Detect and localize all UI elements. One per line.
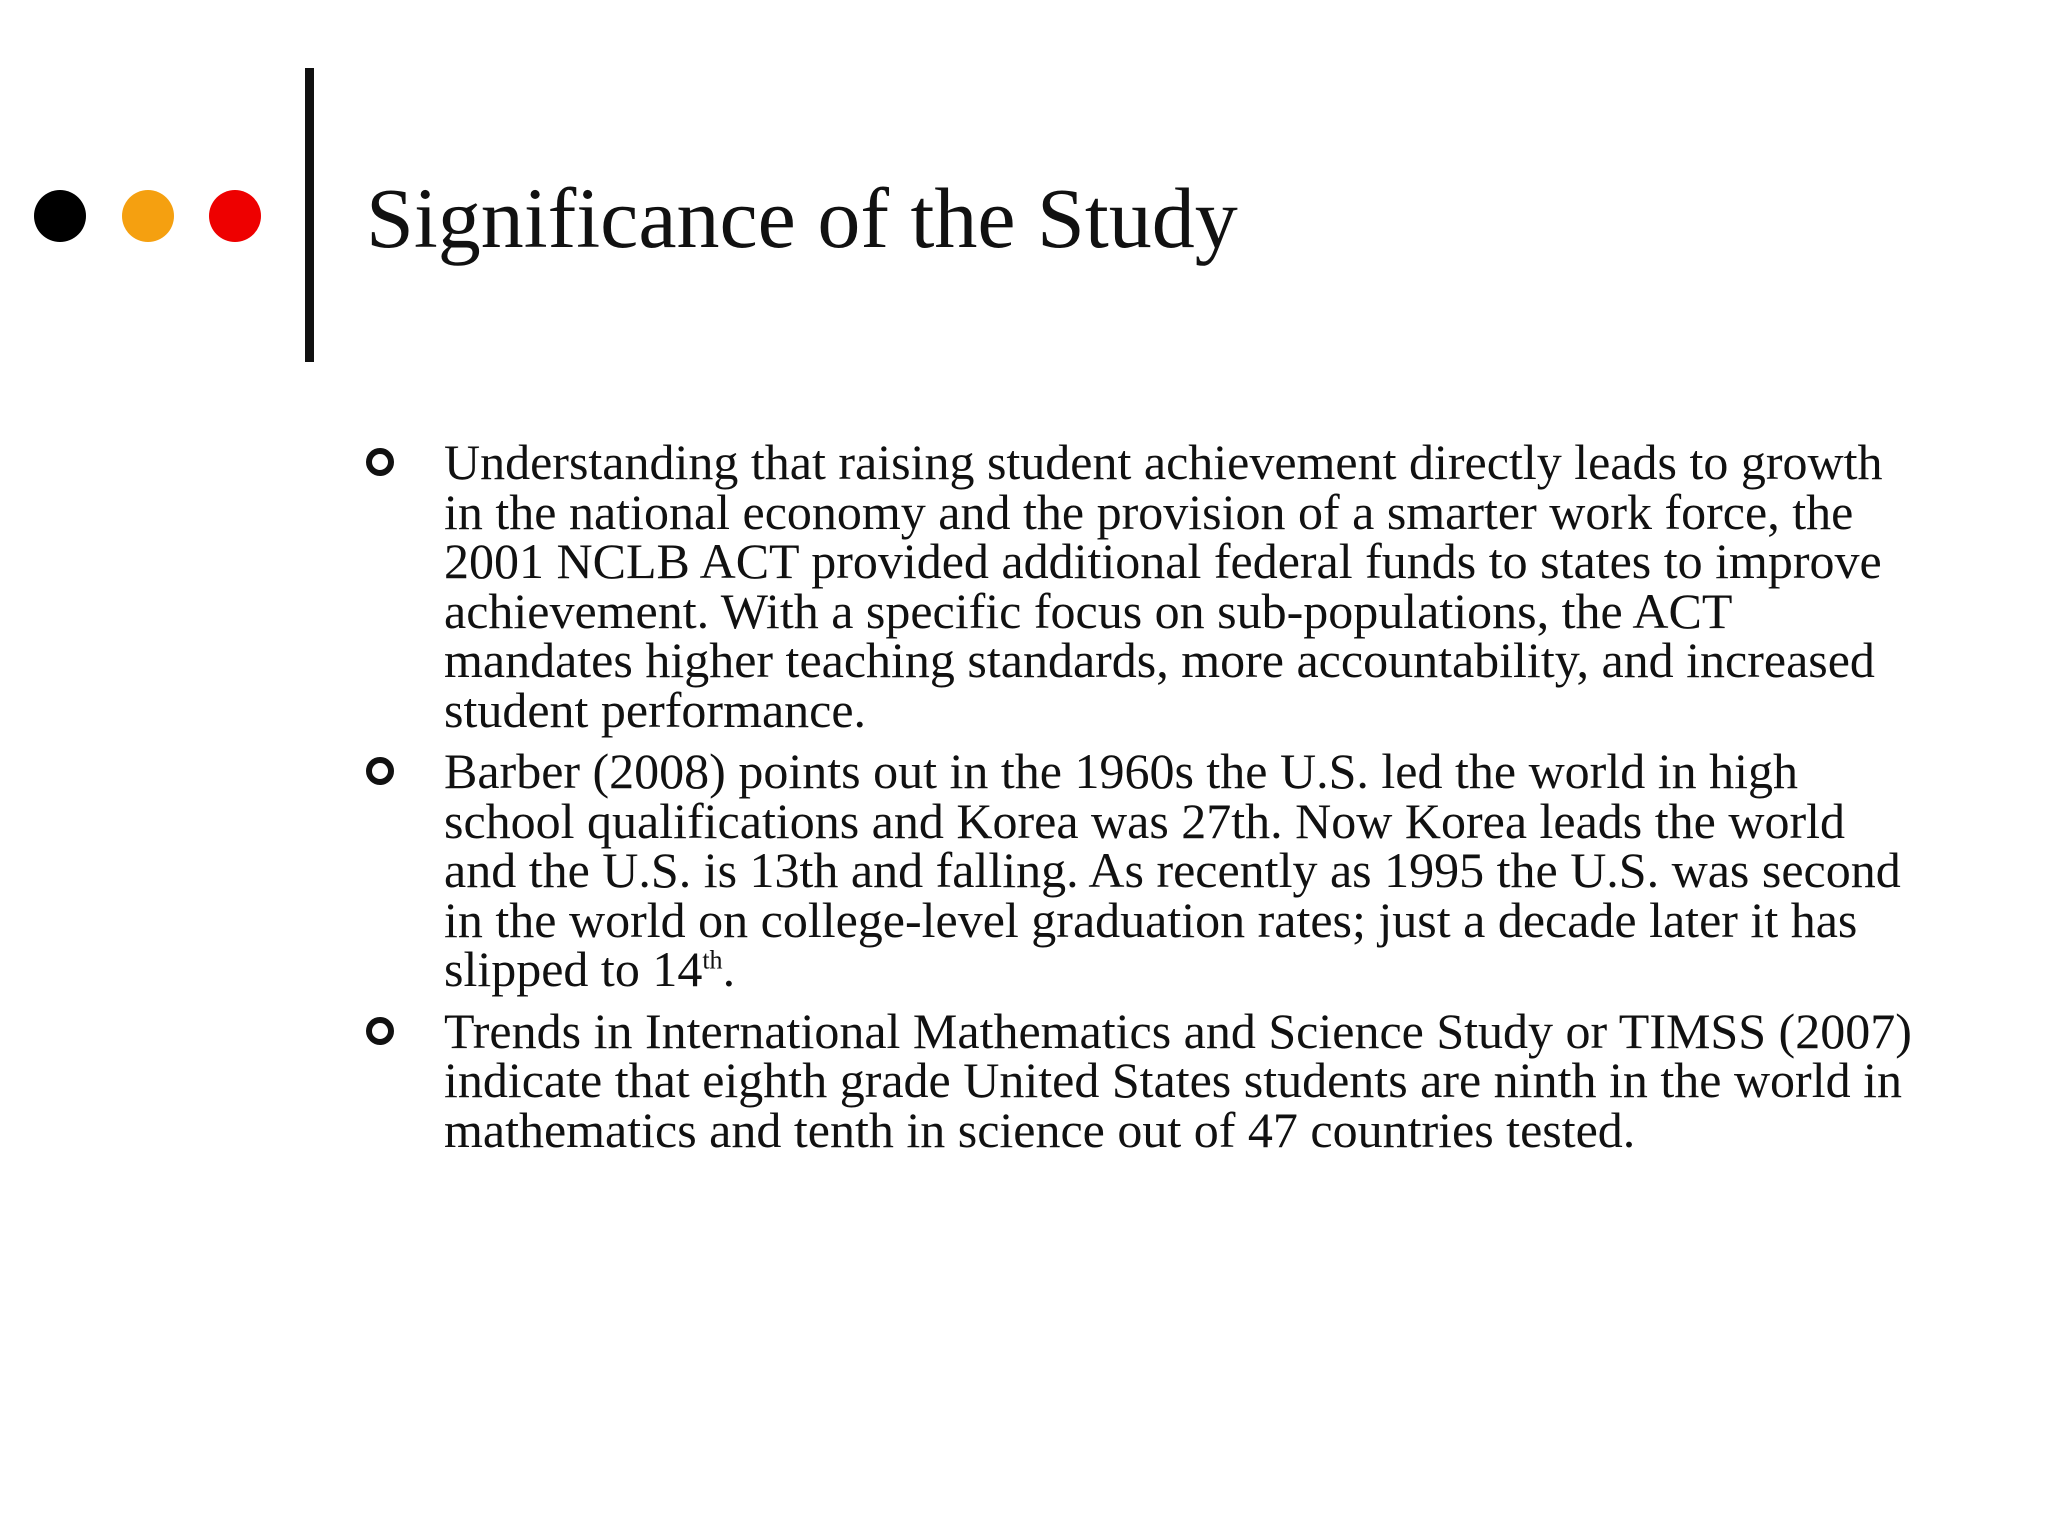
orange-dot-icon [122,190,174,242]
bullet-item-nclb [366,434,1926,738]
bullet-text-container [444,743,1926,997]
bullet-text: Understanding that raising student achievement directly leads to growth in the national economy and the provision of a smarter work force, the 2001 NCLB ACT provided additional federal funds to states to improve achievement. With a specific focus on sub-populations, the ACT mandates higher teaching standards, more accountability, and increased student performance. [444,434,1883,738]
decorative-dots [34,190,274,242]
ordinal-superscript: th [702,945,723,975]
red-dot-icon [209,190,261,242]
bullet-list [366,434,1926,1167]
circle-bullet-icon [366,448,394,476]
circle-bullet-icon [366,757,394,785]
bullet-text: Trends in International Mathematics and Science Study or TIMSS (2007) indicate that eighth grade United States students are ninth in the world in mathematics and tenth in science out of 47 countries tested. [444,1002,1912,1158]
bullet-text-tail: . [722,941,736,997]
bullet-item-timss [366,1002,1926,1158]
vertical-divider [305,68,314,362]
bullet-text: Barber (2008) points out in the 1960s the U.S. led the world in high school qualifications and Korea was 27th. Now Korea leads the world and the U.S. is 13th and falling. As recently as 1995 the U.S. was second in the world on college-level graduation rates; just a decade later it has slipped to 14 [444,743,1901,997]
bullet-item-barber [366,743,1926,997]
black-dot-icon [34,190,86,242]
circle-bullet-icon [366,1017,394,1045]
slide-title: Significance of the Study [366,170,1238,266]
